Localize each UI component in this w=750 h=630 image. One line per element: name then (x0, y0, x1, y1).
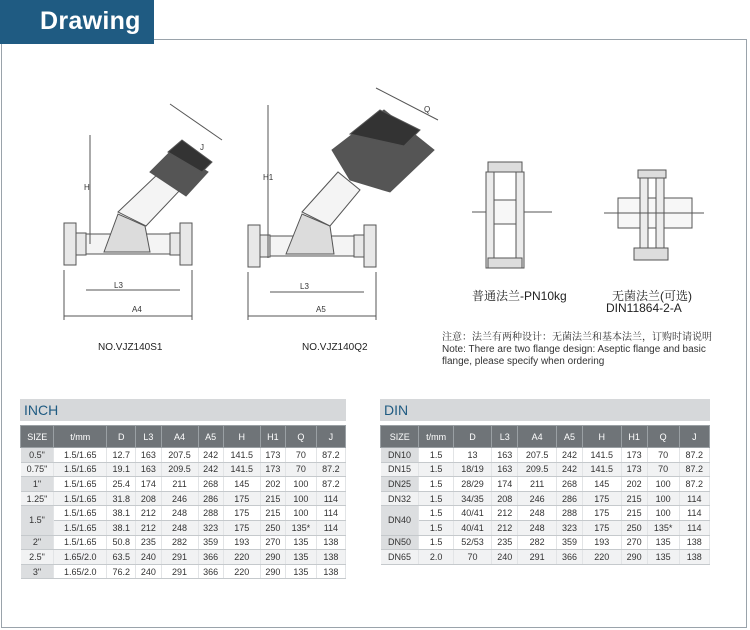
table-cell: 202 (260, 477, 285, 492)
table-cell: 291 (518, 550, 556, 565)
table-cell: 212 (136, 506, 161, 521)
note-en: Note: There are two flange design: Aseptic flange and basic flange, please specify when ordering (442, 344, 706, 367)
table-cell: DN50 (381, 535, 419, 550)
table-cell: 1.5/1.65 (54, 520, 107, 535)
table-cell: 215 (621, 491, 647, 506)
table-cell: 2" (21, 535, 54, 550)
table-cell: 212 (492, 506, 518, 521)
table-cell: 242 (198, 462, 223, 477)
table-cell: 135* (286, 520, 317, 535)
table-cell: 246 (161, 491, 198, 506)
flange-1-drawing (472, 162, 552, 268)
table-cell: 359 (556, 535, 582, 550)
table-cell: 40/41 (453, 520, 491, 535)
table-cell: 175 (223, 520, 260, 535)
table-cell: 173 (260, 448, 285, 463)
table-cell: 268 (198, 477, 223, 492)
valve-1-caption: NO.VJZ140S1 (98, 342, 163, 353)
table-cell: 207.5 (518, 448, 556, 463)
table-row (381, 550, 710, 565)
table-cell: 366 (198, 564, 223, 579)
table-cell: 163 (136, 448, 161, 463)
table-cell: 114 (679, 491, 709, 506)
table-cell: 235 (136, 535, 161, 550)
table-cell: 2.5" (21, 550, 54, 565)
table-cell: 175 (223, 491, 260, 506)
inch_table-col-6: H (223, 426, 260, 448)
inch_table-col-9: J (316, 426, 345, 448)
flange-2-caption-cn: 无菌法兰(可选) (612, 289, 692, 303)
table-cell: 163 (492, 448, 518, 463)
table-cell: 242 (556, 462, 582, 477)
table-cell: 215 (260, 506, 285, 521)
dim-h-label: H (84, 183, 90, 192)
table-cell: DN15 (381, 462, 419, 477)
inch-table (20, 425, 346, 579)
table-cell: 173 (621, 448, 647, 463)
table-cell: 235 (492, 535, 518, 550)
table-cell: 220 (223, 564, 260, 579)
table-cell: 246 (518, 491, 556, 506)
table-cell: 1.25" (21, 491, 54, 506)
table-cell: 207.5 (161, 448, 198, 463)
valve-2-caption: NO.VJZ140Q2 (302, 342, 368, 353)
table-cell: 290 (260, 564, 285, 579)
table-cell: 50.8 (107, 535, 136, 550)
table-cell: 114 (679, 520, 709, 535)
note-cn: 注意：法兰有两种设计：无菌法兰和基本法兰，订购时请说明 (442, 332, 712, 343)
table-row (21, 491, 346, 506)
table-cell: 359 (198, 535, 223, 550)
table-cell: 0.5" (21, 448, 54, 463)
table-cell: 1.5" (21, 506, 54, 535)
inch_table-col-3: L3 (136, 426, 161, 448)
table-cell: 248 (161, 520, 198, 535)
table-cell: 141.5 (223, 448, 260, 463)
din_table-col-7: H1 (621, 426, 647, 448)
table-cell: 135 (647, 550, 679, 565)
table-cell: 208 (136, 491, 161, 506)
din-table (380, 425, 710, 565)
table-cell: 138 (316, 535, 345, 550)
table-cell: 175 (223, 506, 260, 521)
table-cell: 212 (136, 520, 161, 535)
table-row (21, 448, 346, 463)
table-cell: DN25 (381, 477, 419, 492)
table-cell: 31.8 (107, 491, 136, 506)
table-cell: 240 (136, 564, 161, 579)
table-cell: 87.2 (679, 462, 709, 477)
table-row (381, 520, 710, 535)
table-cell: 18/19 (453, 462, 491, 477)
din_table-col-9: J (679, 426, 709, 448)
page-title: Drawing (40, 7, 141, 35)
table-row (21, 520, 346, 535)
table-cell: 141.5 (583, 462, 621, 477)
table-cell: 70 (286, 462, 317, 477)
table-cell: 173 (621, 462, 647, 477)
table-cell: 87.2 (679, 477, 709, 492)
table-cell: 114 (316, 506, 345, 521)
inch_table-col-0: SIZE (21, 426, 54, 448)
table-cell: 87.2 (316, 448, 345, 463)
table-cell: 100 (647, 506, 679, 521)
table-cell: 3" (21, 564, 54, 579)
din_table-col-8: Q (647, 426, 679, 448)
table-cell: 1.5 (419, 462, 453, 477)
din_table-col-3: L3 (492, 426, 518, 448)
table-cell: 250 (260, 520, 285, 535)
table-cell: 174 (136, 477, 161, 492)
table-cell: 135* (647, 520, 679, 535)
table-cell: 1.5 (419, 520, 453, 535)
table-cell: DN40 (381, 506, 419, 535)
table-cell: 209.5 (161, 462, 198, 477)
table-row (21, 506, 346, 521)
table-cell: 220 (223, 550, 260, 565)
table-cell: 174 (492, 477, 518, 492)
table-cell: 19.1 (107, 462, 136, 477)
table-cell: 87.2 (316, 477, 345, 492)
table-cell: 250 (621, 520, 647, 535)
table-cell: 211 (518, 477, 556, 492)
table-cell: 240 (492, 550, 518, 565)
flange-1-caption: 普通法兰-PN10kg (472, 289, 567, 303)
table-cell: 282 (518, 535, 556, 550)
table-cell: 1.5 (419, 477, 453, 492)
table-cell: 240 (136, 550, 161, 565)
table-cell: 211 (161, 477, 198, 492)
flange-2-drawing (604, 170, 704, 260)
flange-note (442, 332, 732, 368)
din_table-col-0: SIZE (381, 426, 419, 448)
table-cell: 193 (223, 535, 260, 550)
table-row (381, 462, 710, 477)
table-cell: 52/53 (453, 535, 491, 550)
table-cell: 1.5 (419, 506, 453, 521)
table-cell: 25.4 (107, 477, 136, 492)
valve-1-drawing (64, 104, 222, 320)
table-row (381, 535, 710, 550)
table-cell: 163 (492, 462, 518, 477)
table-cell: 175 (583, 506, 621, 521)
table-cell: 366 (556, 550, 582, 565)
table-cell: 100 (286, 477, 317, 492)
table-row (21, 477, 346, 492)
table-cell: 163 (136, 462, 161, 477)
dim-l3-label: L3 (114, 281, 123, 290)
table-cell: 242 (556, 448, 582, 463)
table-cell: 215 (621, 506, 647, 521)
table-row (381, 448, 710, 463)
table-cell: 1.5 (419, 535, 453, 550)
inch-section-header (20, 399, 346, 421)
dim-a5-label: A5 (316, 305, 326, 314)
table-cell: 135 (647, 535, 679, 550)
inch_table-col-5: A5 (198, 426, 223, 448)
table-cell: 242 (198, 448, 223, 463)
din_table-col-6: H (583, 426, 621, 448)
table-cell: 290 (621, 550, 647, 565)
inch_table-col-1: t/mm (54, 426, 107, 448)
flange-2-caption-en: DIN11864-2-A (606, 301, 682, 315)
table-cell: 288 (556, 506, 582, 521)
table-cell: 100 (286, 506, 317, 521)
table-cell: 100 (286, 491, 317, 506)
valve-2-drawing (248, 88, 438, 320)
inch_table-col-7: H1 (260, 426, 285, 448)
table-cell: 28/29 (453, 477, 491, 492)
table-row (21, 564, 346, 579)
table-cell: 291 (161, 550, 198, 565)
table-cell: 138 (679, 535, 709, 550)
dim-a4-label: A4 (132, 305, 142, 314)
table-cell: 1.5/1.65 (54, 535, 107, 550)
dim-l3-label-2: L3 (300, 282, 309, 291)
table-cell: 1.5 (419, 491, 453, 506)
inch_table-col-8: Q (286, 426, 317, 448)
inch_table-col-4: A4 (161, 426, 198, 448)
din_table-col-5: A5 (556, 426, 582, 448)
din_table-col-4: A4 (518, 426, 556, 448)
table-cell: 202 (621, 477, 647, 492)
table-cell: 38.1 (107, 506, 136, 521)
table-cell: DN65 (381, 550, 419, 565)
table-cell: 270 (260, 535, 285, 550)
table-row (381, 506, 710, 521)
table-cell: 87.2 (316, 462, 345, 477)
inch-title: INCH (24, 402, 59, 418)
din_table-col-1: t/mm (419, 426, 453, 448)
table-cell: 70 (286, 448, 317, 463)
table-cell: 323 (556, 520, 582, 535)
table-cell: 208 (492, 491, 518, 506)
table-cell: 220 (583, 550, 621, 565)
table-cell: 114 (679, 506, 709, 521)
table-cell: DN32 (381, 491, 419, 506)
table-cell: 63.5 (107, 550, 136, 565)
table-cell: 13 (453, 448, 491, 463)
table-cell: 248 (518, 520, 556, 535)
inch_table-col-2: D (107, 426, 136, 448)
table-cell: 135 (286, 535, 317, 550)
table-cell: 138 (679, 550, 709, 565)
table-row (21, 462, 346, 477)
table-cell: 1.5/1.65 (54, 506, 107, 521)
table-cell: 1.5/1.65 (54, 477, 107, 492)
table-cell: 145 (223, 477, 260, 492)
din-section-header (380, 399, 710, 421)
table-row (21, 550, 346, 565)
table-cell: 286 (556, 491, 582, 506)
table-cell: 141.5 (223, 462, 260, 477)
table-cell: DN10 (381, 448, 419, 463)
table-cell: 70 (647, 448, 679, 463)
table-cell: 138 (316, 564, 345, 579)
dim-q-label: Q (424, 105, 431, 114)
table-cell: 248 (518, 506, 556, 521)
table-cell: 141.5 (583, 448, 621, 463)
din-title: DIN (384, 402, 409, 418)
table-cell: 268 (556, 477, 582, 492)
table-cell: 100 (647, 491, 679, 506)
table-cell: 323 (198, 520, 223, 535)
table-cell: 1.5/1.65 (54, 491, 107, 506)
table-cell: 282 (161, 535, 198, 550)
table-cell: 138 (316, 550, 345, 565)
table-row (381, 477, 710, 492)
table-cell: 248 (161, 506, 198, 521)
table-cell: 290 (260, 550, 285, 565)
table-cell: 34/35 (453, 491, 491, 506)
table-cell: 70 (453, 550, 491, 565)
table-cell: 193 (583, 535, 621, 550)
table-cell: 76.2 (107, 564, 136, 579)
table-cell: 135 (286, 550, 317, 565)
table-cell: 70 (647, 462, 679, 477)
table-cell: 175 (583, 520, 621, 535)
table-cell: 2.0 (419, 550, 453, 565)
table-cell: 1.65/2.0 (54, 550, 107, 565)
table-cell: 114 (316, 491, 345, 506)
table-cell: 215 (260, 491, 285, 506)
table-cell: 1.65/2.0 (54, 564, 107, 579)
dim-h1-label: H1 (263, 173, 274, 182)
table-cell: 209.5 (518, 462, 556, 477)
dim-j-label: J (200, 143, 204, 152)
table-cell: 38.1 (107, 520, 136, 535)
table-cell: 0.75" (21, 462, 54, 477)
table-cell: 87.2 (679, 448, 709, 463)
table-cell: 286 (198, 491, 223, 506)
table-cell: 1.5 (419, 448, 453, 463)
table-cell: 12.7 (107, 448, 136, 463)
table-cell: 114 (316, 520, 345, 535)
table-cell: 212 (492, 520, 518, 535)
table-cell: 175 (583, 491, 621, 506)
table-cell: 135 (286, 564, 317, 579)
table-cell: 173 (260, 462, 285, 477)
table-cell: 1" (21, 477, 54, 492)
table-row (381, 491, 710, 506)
table-cell: 291 (161, 564, 198, 579)
table-cell: 40/41 (453, 506, 491, 521)
table-cell: 270 (621, 535, 647, 550)
table-cell: 288 (198, 506, 223, 521)
table-cell: 1.5/1.65 (54, 462, 107, 477)
table-cell: 100 (647, 477, 679, 492)
table-row (21, 535, 346, 550)
table-cell: 145 (583, 477, 621, 492)
table-cell: 1.5/1.65 (54, 448, 107, 463)
table-cell: 366 (198, 550, 223, 565)
din_table-col-2: D (453, 426, 491, 448)
